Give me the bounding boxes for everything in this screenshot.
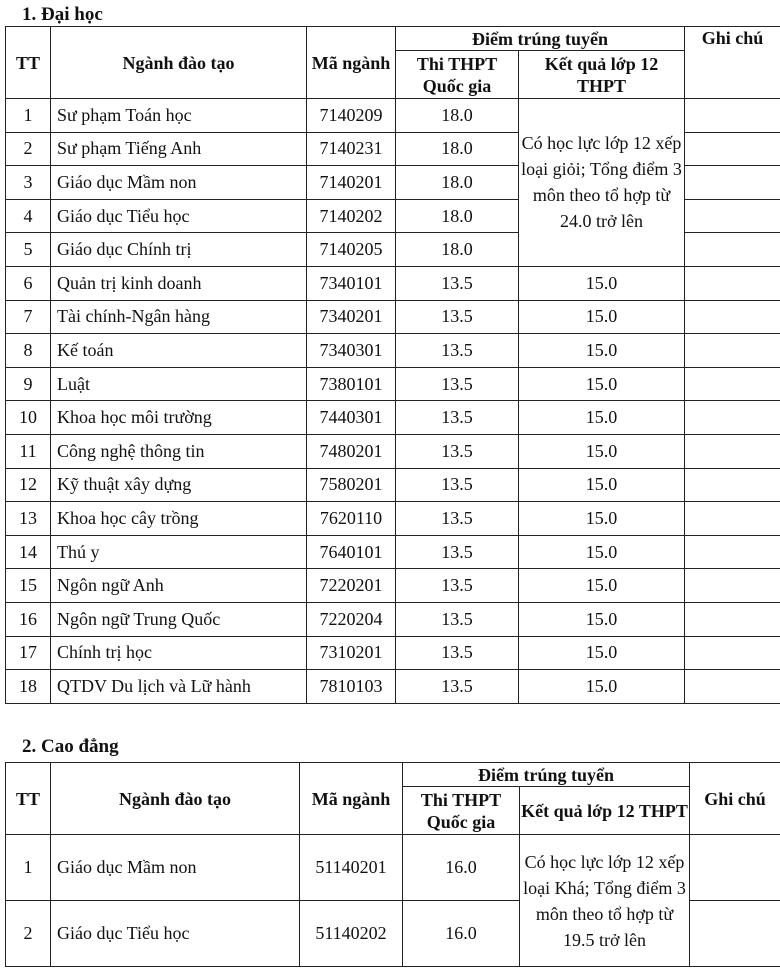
row-major-code: 7140201	[307, 166, 396, 200]
row-major-name: Chính trị học	[51, 636, 307, 670]
row-major-code: 7380101	[307, 367, 396, 401]
row-thpt-score: 13.5	[396, 636, 519, 670]
row-thpt-score: 13.5	[396, 367, 519, 401]
row-tt: 11	[6, 434, 51, 468]
row-major-name: Giáo dục Chính trị	[51, 233, 307, 267]
row-major-code: 7340201	[307, 300, 396, 334]
row-thpt-score: 13.5	[396, 434, 519, 468]
header-admission-score: Điểm trúng tuyển	[403, 763, 690, 787]
row-grade12-score: 15.0	[519, 367, 685, 401]
row-note	[685, 401, 780, 435]
table-row	[6, 99, 780, 133]
row-thpt-score: 13.5	[396, 502, 519, 536]
row-note	[685, 300, 780, 334]
row-grade12-score: 15.0	[519, 602, 685, 636]
table-row	[6, 835, 780, 901]
table-row	[6, 502, 780, 536]
row-thpt-score: 13.5	[396, 300, 519, 334]
row-thpt-score: 16.0	[403, 901, 520, 967]
row-note	[685, 502, 780, 536]
row-major-code: 7140209	[307, 99, 396, 133]
table-row	[6, 636, 780, 670]
row-major-name: Kế toán	[51, 334, 307, 368]
row-major-code: 7640101	[307, 535, 396, 569]
row-thpt-score: 13.5	[396, 401, 519, 435]
row-tt: 6	[6, 266, 51, 300]
table-row	[6, 602, 780, 636]
row-major-name: Tài chính-Ngân hàng	[51, 300, 307, 334]
row-major-code: 7340301	[307, 334, 396, 368]
row-major-name: Khoa học môi trường	[51, 401, 307, 435]
header-major-name: Ngành đào tạo	[51, 763, 300, 835]
row-note	[685, 569, 780, 603]
row-note	[685, 199, 780, 233]
row-thpt-score: 13.5	[396, 602, 519, 636]
table-row	[6, 300, 780, 334]
header-tt: TT	[6, 763, 51, 835]
row-tt: 9	[6, 367, 51, 401]
row-thpt-score: 18.0	[396, 233, 519, 267]
row-major-code: 7340101	[307, 266, 396, 300]
header-note: Ghi chú	[690, 763, 780, 835]
row-major-name: Công nghệ thông tin	[51, 434, 307, 468]
row-thpt-score: 18.0	[396, 199, 519, 233]
university-admission-table	[5, 26, 780, 704]
row-grade12-score: 15.0	[519, 300, 685, 334]
row-grade12-score: 15.0	[519, 334, 685, 368]
row-major-code: 51140202	[300, 901, 403, 967]
row-note	[685, 266, 780, 300]
header-major-code: Mã ngành	[300, 763, 403, 835]
header-thpt-exam: Thi THPT Quốc gia	[403, 787, 520, 835]
table-row	[6, 401, 780, 435]
table-row	[6, 569, 780, 603]
row-note	[685, 636, 780, 670]
row-thpt-score: 13.5	[396, 266, 519, 300]
row-major-code: 7480201	[307, 434, 396, 468]
table-row	[6, 670, 780, 704]
table-row	[6, 535, 780, 569]
row-tt: 14	[6, 535, 51, 569]
row-grade12-score: 15.0	[519, 569, 685, 603]
row-major-code: 7220201	[307, 569, 396, 603]
merged-grade12-requirement: Có học lực lớp 12 xếp loại giỏi; Tổng điểm 3 môn theo tổ hợp từ 24.0 trở lên	[519, 99, 685, 267]
row-major-name: Kỹ thuật xây dựng	[51, 468, 307, 502]
row-major-name: Giáo dục Tiểu học	[51, 199, 307, 233]
row-major-name: Giáo dục Mầm non	[51, 835, 300, 901]
row-major-code: 7140231	[307, 132, 396, 166]
row-thpt-score: 13.5	[396, 468, 519, 502]
row-note	[685, 434, 780, 468]
row-tt: 8	[6, 334, 51, 368]
row-thpt-score: 13.5	[396, 569, 519, 603]
table-row	[6, 266, 780, 300]
row-major-name: Thú y	[51, 535, 307, 569]
row-tt: 2	[6, 901, 51, 967]
row-grade12-score: 15.0	[519, 401, 685, 435]
row-major-name: Ngôn ngữ Anh	[51, 569, 307, 603]
row-tt: 3	[6, 166, 51, 200]
row-note	[690, 901, 780, 967]
table-row	[6, 468, 780, 502]
row-major-name: Quản trị kinh doanh	[51, 266, 307, 300]
header-major-code: Mã ngành	[307, 27, 396, 99]
row-tt: 17	[6, 636, 51, 670]
table-row	[6, 434, 780, 468]
row-major-code: 7310201	[307, 636, 396, 670]
row-note	[690, 835, 780, 901]
table-row	[6, 334, 780, 368]
row-major-code: 7580201	[307, 468, 396, 502]
row-tt: 7	[6, 300, 51, 334]
row-major-name: Giáo dục Tiểu học	[51, 901, 300, 967]
merged-grade12-requirement: Có học lực lớp 12 xếp loại Khá; Tổng điểm 3 môn theo tổ hợp từ 19.5 trở lên	[520, 835, 690, 967]
row-tt: 4	[6, 199, 51, 233]
header-thpt-exam: Thi THPT Quốc gia	[396, 51, 519, 99]
row-thpt-score: 13.5	[396, 535, 519, 569]
row-tt: 1	[6, 99, 51, 133]
row-thpt-score: 13.5	[396, 334, 519, 368]
row-grade12-score: 15.0	[519, 434, 685, 468]
row-note	[685, 233, 780, 267]
university-table-body	[6, 99, 780, 704]
row-tt: 12	[6, 468, 51, 502]
row-note	[685, 367, 780, 401]
row-thpt-score: 16.0	[403, 835, 520, 901]
row-note	[685, 602, 780, 636]
section-title-university: 1. Đại học	[22, 4, 103, 25]
college-table-body	[6, 835, 780, 967]
row-major-name: Luật	[51, 367, 307, 401]
row-major-code: 7140202	[307, 199, 396, 233]
row-thpt-score: 18.0	[396, 132, 519, 166]
row-tt: 18	[6, 670, 51, 704]
table-row	[6, 367, 780, 401]
header-grade12-result: Kết quả lớp 12 THPT	[520, 787, 690, 835]
row-thpt-score: 13.5	[396, 670, 519, 704]
row-note	[685, 99, 780, 133]
row-major-name: Sư phạm Tiếng Anh	[51, 132, 307, 166]
row-note	[685, 468, 780, 502]
row-major-code: 51140201	[300, 835, 403, 901]
row-grade12-score: 15.0	[519, 502, 685, 536]
row-major-name: Giáo dục Mầm non	[51, 166, 307, 200]
row-note	[685, 670, 780, 704]
row-major-code: 7810103	[307, 670, 396, 704]
row-tt: 2	[6, 132, 51, 166]
row-major-code: 7620110	[307, 502, 396, 536]
row-major-name: QTDV Du lịch và Lữ hành	[51, 670, 307, 704]
row-tt: 1	[6, 835, 51, 901]
section-title-college: 2. Cao đẳng	[22, 736, 119, 757]
row-note	[685, 132, 780, 166]
row-major-code: 7440301	[307, 401, 396, 435]
header-major-name: Ngành đào tạo	[51, 27, 307, 99]
row-major-name: Sư phạm Toán học	[51, 99, 307, 133]
row-thpt-score: 18.0	[396, 99, 519, 133]
row-grade12-score: 15.0	[519, 535, 685, 569]
row-tt: 15	[6, 569, 51, 603]
row-tt: 5	[6, 233, 51, 267]
row-note	[685, 166, 780, 200]
header-note: Ghi chú	[685, 27, 780, 99]
row-grade12-score: 15.0	[519, 670, 685, 704]
row-tt: 10	[6, 401, 51, 435]
row-grade12-score: 15.0	[519, 266, 685, 300]
row-note	[685, 334, 780, 368]
header-grade12-result: Kết quả lớp 12 THPT	[519, 51, 685, 99]
row-tt: 16	[6, 602, 51, 636]
header-admission-score: Điểm trúng tuyển	[396, 27, 685, 51]
row-major-code: 7140205	[307, 233, 396, 267]
row-tt: 13	[6, 502, 51, 536]
row-thpt-score: 18.0	[396, 166, 519, 200]
college-admission-table	[5, 762, 780, 967]
row-major-name: Khoa học cây trồng	[51, 502, 307, 536]
row-note	[685, 535, 780, 569]
row-major-code: 7220204	[307, 602, 396, 636]
row-major-name: Ngôn ngữ Trung Quốc	[51, 602, 307, 636]
row-grade12-score: 15.0	[519, 636, 685, 670]
header-tt: TT	[6, 27, 51, 99]
row-grade12-score: 15.0	[519, 468, 685, 502]
